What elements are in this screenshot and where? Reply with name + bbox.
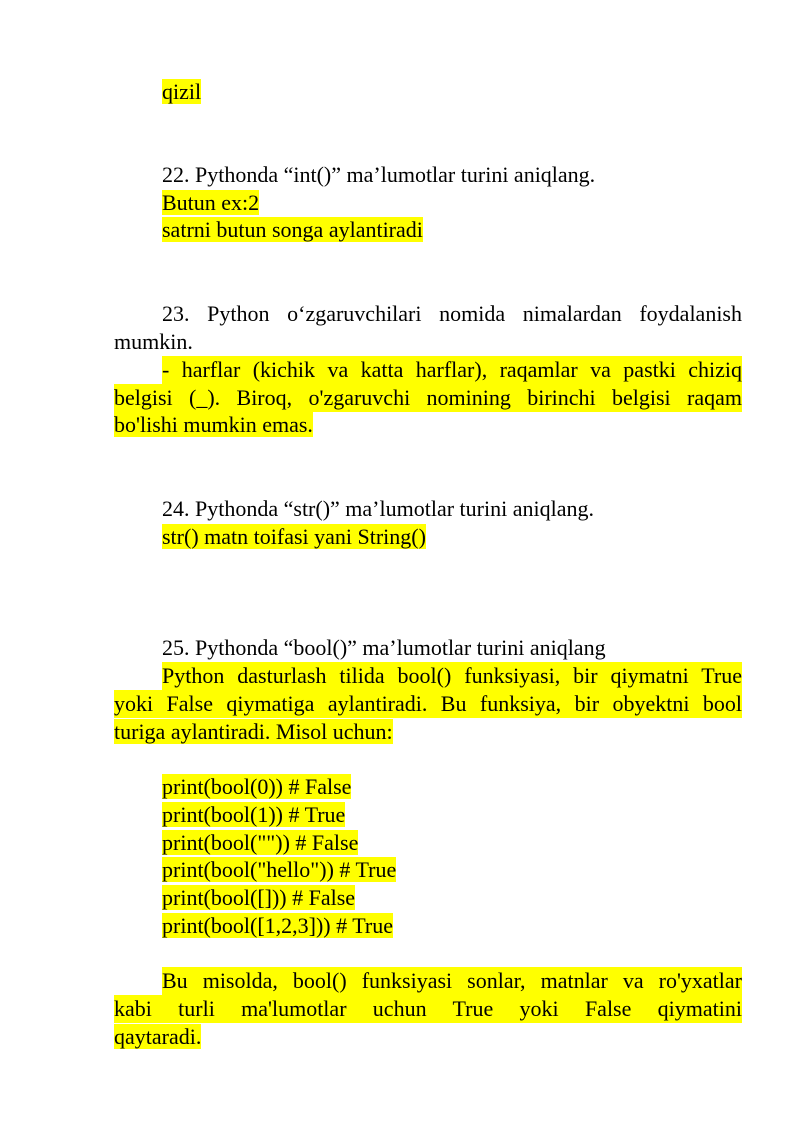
question-22: 22. Pythonda “int()” ma’lumotlar turini aniqlang. bbox=[162, 162, 596, 187]
question-25: 25. Pythonda “bool()” ma’lumotlar turini aniqlang bbox=[162, 635, 606, 660]
code-line-2: print(bool(1)) # True bbox=[162, 802, 346, 827]
question-23-line-2: mumkin. bbox=[114, 329, 193, 354]
answer-25-line-1: Python dasturlash tilida bool() funksiyasi, bir qiymatni True bbox=[162, 663, 742, 688]
question-23-line-1: 23. Python o‘zgaruvchilari nomida nimalardan foydalanish bbox=[162, 301, 742, 326]
answer-23-line-2: belgisi (_). Biroq, o'zgaruvchi nomining birinchi belgisi raqam bbox=[114, 385, 742, 410]
answer-22-line-2: satrni butun songa aylantiradi bbox=[162, 217, 423, 242]
code-line-6: print(bool([1,2,3])) # True bbox=[162, 913, 393, 938]
answer-24-text: str() matn toifasi yani String() bbox=[162, 524, 426, 549]
code-line-4: print(bool("hello")) # True bbox=[162, 857, 397, 882]
answer-23-line-3: bo'lishi mumkin emas. bbox=[114, 412, 313, 437]
answer-23-line-1: - harflar (kichik va katta harflar), raqamlar va pastki chiziq bbox=[162, 357, 742, 382]
code-line-3: print(bool("")) # False bbox=[162, 830, 359, 855]
summary-line-3: qaytaradi. bbox=[114, 1024, 202, 1049]
answer-25-line-3: turiga aylantiradi. Misol uchun: bbox=[114, 719, 393, 744]
summary-line-2: kabi turli ma'lumotlar uchun True yoki False qiymatini bbox=[114, 996, 742, 1021]
answer-25-line-2: yoki False qiymatiga aylantiradi. Bu funksiya, bir obyektni bool bbox=[114, 691, 742, 716]
summary-line-1: Bu misolda, bool() funksiyasi sonlar, matnlar va ro'yxatlar bbox=[162, 968, 742, 993]
code-line-1: print(bool(0)) # False bbox=[162, 774, 352, 799]
answer-21-text: qizil bbox=[162, 79, 202, 104]
question-24: 24. Pythonda “str()” ma’lumotlar turini aniqlang. bbox=[162, 496, 594, 521]
answer-22-line-1: Butun ex:2 bbox=[162, 190, 260, 215]
code-line-5: print(bool([])) # False bbox=[162, 885, 356, 910]
